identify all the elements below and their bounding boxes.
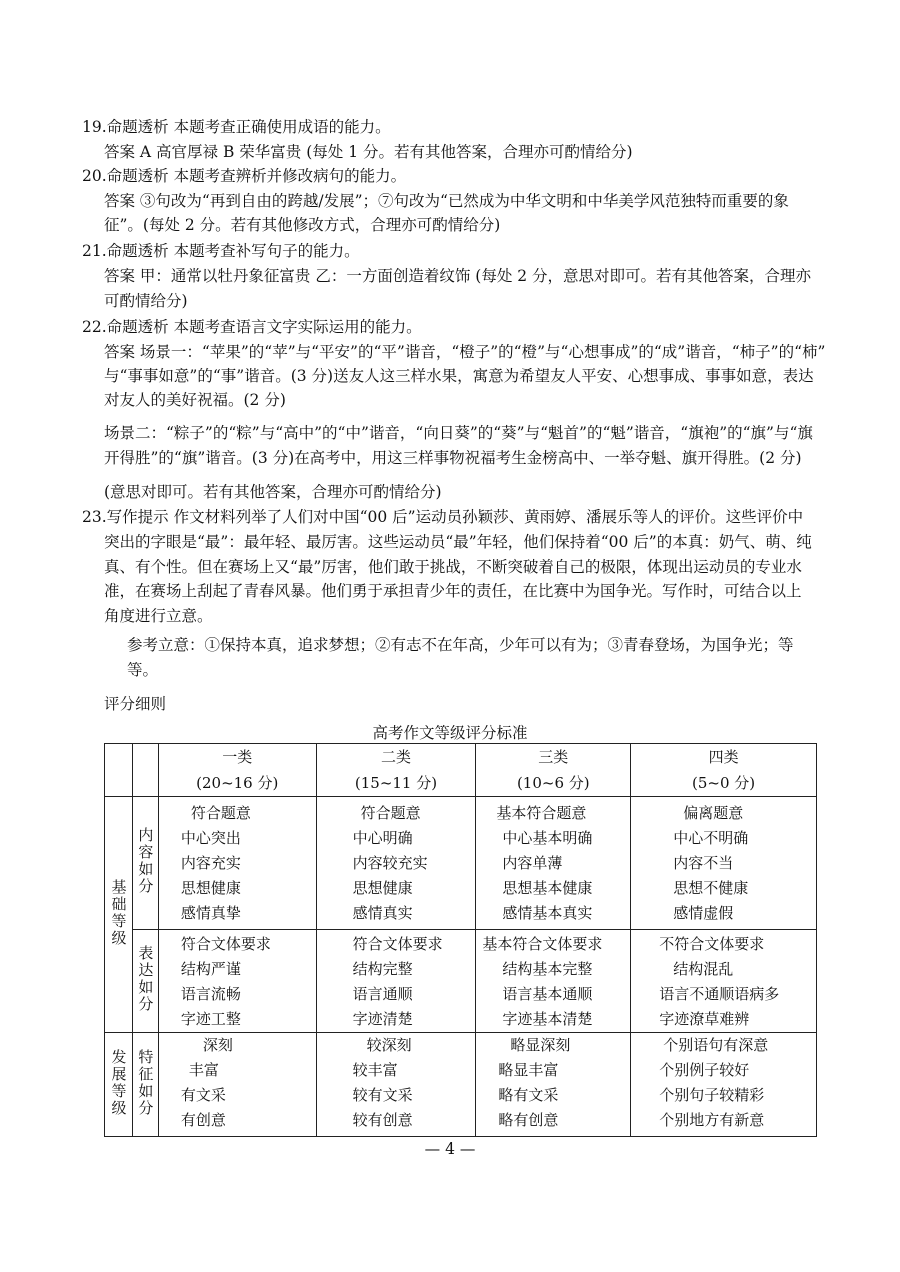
q23-line1: 23.写作提示 作文材料列举了人们对中国“00 后”运动员孙颖莎、黄雨婷、潘展乐等人的评价。这些评价中 xyxy=(82,508,804,526)
q22-title: 22.命题透析 本题考查语言文字实际运用的能力。 xyxy=(82,318,422,336)
q23-line6: 参考立意：①保持本真，追求梦想；②有志不在年高，少年可以有为；③青春登场，为国争光；等 xyxy=(127,636,794,654)
corner-cell xyxy=(105,744,133,797)
q22-answer-line2: 与“事事如意”的“事”谐音。(3 分)送友人这三样水果，寓意为希望友人平安、心想事成、事事如意，表达 xyxy=(104,367,814,385)
q21-answer-line2: 可酌情给分) xyxy=(104,292,188,310)
table-title: 高考作文等级评分标准 xyxy=(372,724,528,742)
expression-grade-1: 符合文体要求 结构严谨 语言流畅 字迹工整 xyxy=(158,930,316,1033)
content-grade-2: 符合题意 中心明确 内容较充实 思想健康 感情真实 xyxy=(316,797,476,930)
q22-answer-line5: 开得胜”的“旗”谐音。(3 分)在高考中，用这三样事物祝福考生金榜高中、一举夺魁、旗开得胜。(2 分) xyxy=(104,449,802,467)
header-grade-2: 二类 (15~11 分) xyxy=(316,744,476,797)
q23-line2: 突出的字眼是“最”：最年轻、最厉害。这些运动员“最”年轻，他们保持着“00 后”的本真：奶气、萌、纯 xyxy=(104,533,812,551)
feature-grade-2: 较深刻 较丰富 较有文采 较有创意 xyxy=(316,1033,476,1137)
group-basic-label: 基础等级 xyxy=(105,797,133,1033)
feature-grade-3: 略显深刻 略显丰富 略有文采 略有创意 xyxy=(476,1033,631,1137)
scoring-label: 评分细则 xyxy=(104,695,167,713)
q21-answer-line1: 答案 甲：通常以牡丹象征富贵 乙：一方面创造着纹饰 (每处 2 分，意思对即可。若有其他答案，合理亦 xyxy=(104,267,812,285)
q20-answer-line2: 征”。(每处 2 分。若有其他修改方式，合理亦可酌情给分) xyxy=(104,216,501,234)
expression-grade-4: 不符合文体要求 结构混乱 语言不通顺语病多 字迹潦草难辨 xyxy=(631,930,817,1033)
row-feature-label: 特征如分 xyxy=(132,1033,158,1137)
table-row-expression xyxy=(105,930,817,1033)
group-dev-label: 发展等级 xyxy=(105,1033,133,1137)
content-grade-1: 符合题意 中心突出 内容充实 思想健康 感情真挚 xyxy=(158,797,316,930)
q19-title: 19.命题透析 本题考查正确使用成语的能力。 xyxy=(82,118,391,136)
table-row-feature xyxy=(105,1033,817,1137)
expression-grade-2: 符合文体要求 结构完整 语言通顺 字迹清楚 xyxy=(316,930,476,1033)
q21-title: 21.命题透析 本题考查补写句子的能力。 xyxy=(82,242,360,260)
row-content-label: 内容如分 xyxy=(132,797,158,930)
q23-line3: 真、有个性。但在赛场上又“最”厉害，他们敢于挑战，不断突破着自己的极限，体现出运动员的专业水 xyxy=(104,558,802,576)
q19-answer: 答案 A 高官厚禄 B 荣华富贵 (每处 1 分。若有其他答案，合理亦可酌情给分) xyxy=(104,143,633,161)
corner-cell xyxy=(132,744,158,797)
grading-table xyxy=(104,743,817,1137)
q23-line7: 等。 xyxy=(127,661,159,679)
content-grade-4: 偏离题意 中心不明确 内容不当 思想不健康 感情虚假 xyxy=(631,797,817,930)
header-grade-4: 四类 (5~0 分) xyxy=(631,744,817,797)
expression-grade-3: 基本符合文体要求 结构基本完整 语言基本通顺 字迹基本清楚 xyxy=(476,930,631,1033)
q20-title: 20.命题透析 本题考查辨析并修改病句的能力。 xyxy=(82,167,407,185)
table-header-row xyxy=(105,744,817,797)
feature-grade-1: 深刻 丰富 有文采 有创意 xyxy=(158,1033,316,1137)
q22-answer-line1: 答案 场景一：“苹果”的“苹”与“平安”的“平”谐音，“橙子”的“橙”与“心想事成”的“成”谐音，“柿子”的“柿” xyxy=(104,343,826,361)
row-expression-label: 表达如分 xyxy=(132,930,158,1033)
feature-grade-4: 个别语句有深意 个别例子较好 个别句子较精彩 个别地方有新意 xyxy=(631,1033,817,1137)
q22-answer-line3: 对友人的美好祝福。(2 分) xyxy=(104,391,286,409)
q20-answer-line1: 答案 ③句改为“再到自由的跨越/发展”；⑦句改为“已然成为中华文明和中华美学风范独特而重要的象 xyxy=(104,192,789,210)
content-grade-3: 基本符合题意 中心基本明确 内容单薄 思想基本健康 感情基本真实 xyxy=(476,797,631,930)
header-grade-3: 三类 (10~6 分) xyxy=(476,744,631,797)
q23-line4: 准，在赛场上刮起了青春风暴。他们勇于承担青少年的责任，在比赛中为国争光。写作时，可结合以上 xyxy=(104,582,802,600)
q23-line5: 角度进行立意。 xyxy=(104,607,213,625)
table-row-content xyxy=(105,797,817,930)
header-grade-1: 一类 (20~16 分) xyxy=(158,744,316,797)
q22-answer-line4: 场景二：“粽子”的“粽”与“高中”的“中”谐音，“向日葵”的“葵”与“魁首”的“魁”谐音，“旗袍”的“旗”与“旗 xyxy=(104,424,813,442)
q22-answer-line6: (意思对即可。若有其他答案，合理亦可酌情给分) xyxy=(104,483,442,501)
page-number: — 4 — xyxy=(424,1140,476,1158)
